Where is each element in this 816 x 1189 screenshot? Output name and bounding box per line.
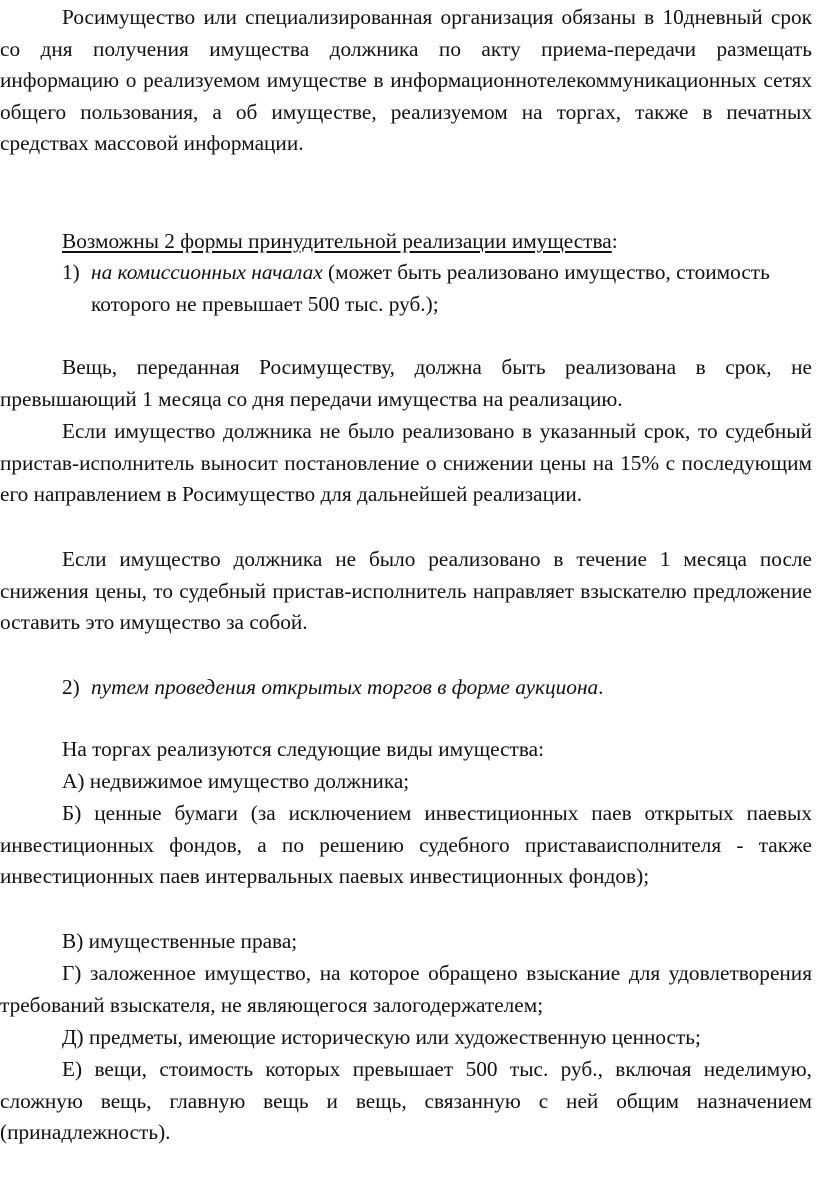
- forms-heading-text: Возможны 2 формы принудительной реализации имущества: [62, 229, 612, 253]
- paragraph-offer-to-creditor: Если имущество должника не было реализовано в течение 1 месяца после снижения цены, то судебный пристав-исполнитель направляет взыскателю предложение оставить это имущество за собой.: [0, 547, 812, 634]
- paragraph-sale-term: Вещь, переданная Росимуществу, должна быть реализована в срок, не превышающий 1 месяца со дня передачи имущества на реализацию.: [0, 355, 812, 411]
- list-text-auction: [91, 672, 791, 704]
- list-item-auction: [0, 672, 812, 704]
- list-text-commission: [91, 257, 771, 320]
- item-securities: Б) ценные бумаги (за исключением инвестиционных паев открытых паевых инвестиционных фондов, а по решению судебного приставаисполнителя - также инвестиционных паев интервальных паевых инвестиционных фондов);: [0, 801, 812, 888]
- item-pledged-property: Г) заложенное имущество, на которое обращено взыскание для удовлетворения требований взыскателя, не являющегося залогодержателем;: [0, 961, 812, 1017]
- forms-heading: [62, 226, 812, 258]
- commission-description: (может быть реализовано имущество, стоимость которого не превышает 500 тыс. руб.);: [91, 260, 770, 316]
- list-number-2: 2): [62, 675, 80, 699]
- paragraph-auction-intro: На торгах реализуются следующие виды имущества:: [62, 737, 544, 761]
- list-item-commission: [0, 257, 812, 321]
- auction-term: путем проведения открытых торгов в форме аукциона: [91, 675, 599, 699]
- paragraph-rosimushchestvo-duties: Росимущество или специализированная организация обязаны в 10дневный срок со дня получения имущества должника по акту приема-передачи размещать информацию о реализуемом имуществе в информационнотелекоммуникационных сетях общего пользования, а об имуществе, реализуемом на торгах, также в печатных средствах массовой информации.: [0, 5, 812, 155]
- list-number-1: 1): [62, 260, 80, 284]
- forms-heading-colon: :: [611, 229, 618, 253]
- commission-term: на комиссионных началах: [91, 260, 323, 284]
- auction-period: .: [598, 675, 604, 699]
- item-property-rights: В) имущественные права;: [62, 929, 298, 953]
- paragraph-price-reduction: Если имущество должника не было реализовано в указанный срок, то судебный пристав-исполнитель выносит постановление о снижении цены на 15% с последующим его направлением в Росимущество для дальнейшей реализации.: [0, 419, 812, 506]
- item-real-estate: А) недвижимое имущество должника;: [62, 769, 410, 793]
- item-historical-value: Д) предметы, имеющие историческую или художественную ценность;: [62, 1025, 701, 1049]
- item-expensive-things: Е) вещи, стоимость которых превышает 500 тыс. руб., включая неделимую, сложную вещь, главную вещь и вещь, связанную с ней общим назначением (принадлежность).: [0, 1057, 812, 1144]
